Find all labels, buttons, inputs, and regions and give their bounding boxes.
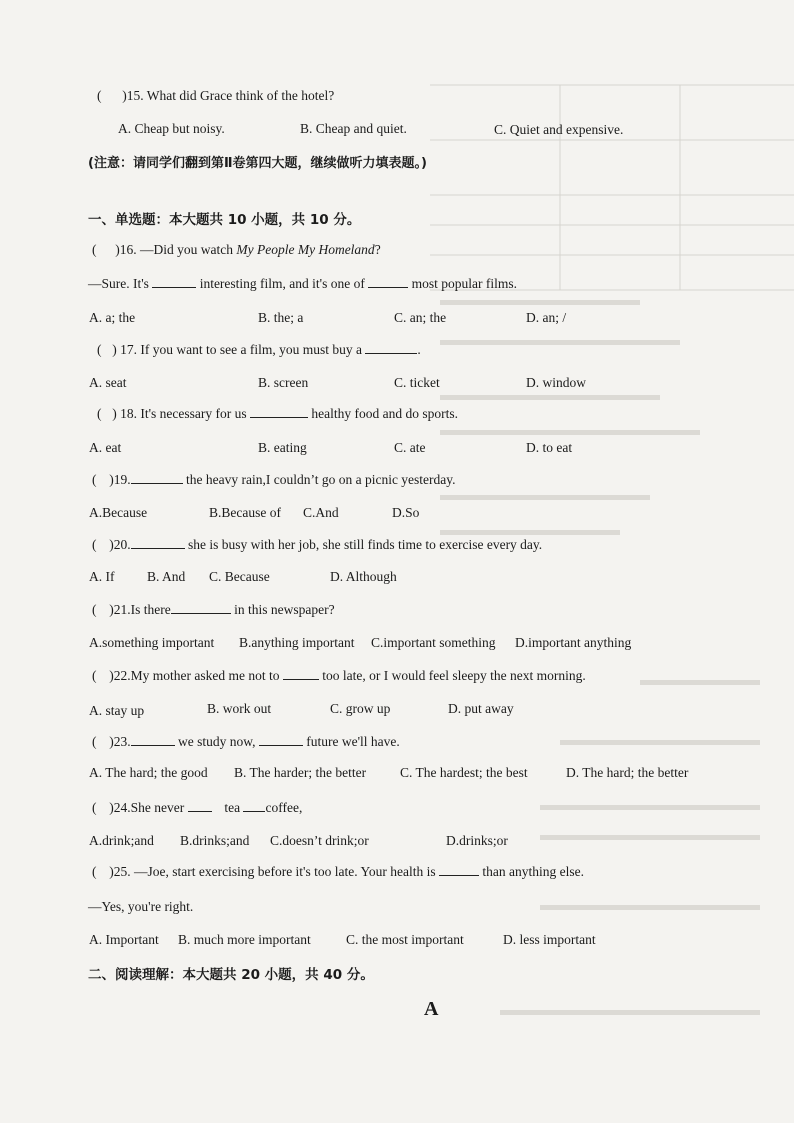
q22-option-c: C. grow up	[330, 701, 391, 716]
instruction-note: (注意：请同学们翻到第Ⅱ卷第四大题，继续做听力填表题。)	[88, 156, 427, 171]
question-15-stem	[97, 88, 334, 104]
section-2-heading: 二、阅读理解：本大题共 20 小题，共 40 分。	[88, 967, 374, 983]
question-16-text: )16. —Did you watch	[115, 242, 237, 257]
q24-option-a: A.drink;and	[89, 833, 154, 848]
q20-option-b: B. And	[147, 569, 186, 584]
q20-end: she is busy with her job, she still finds time to exercise every day.	[188, 537, 543, 552]
q25-option-c: C. the most important	[346, 932, 464, 947]
section-1-heading: 一、单选题：本大题共 10 小题，共 10 分。	[88, 212, 361, 228]
q19-option-c: C.And	[303, 505, 339, 520]
question-24-stem	[92, 800, 302, 816]
q17-option-b: B. screen	[258, 375, 309, 390]
q16-option-a: A. a; the	[89, 310, 136, 325]
answer-paren: (	[92, 734, 97, 749]
q16-text-b: interesting film, and it's one of	[199, 276, 365, 291]
answer-paren: (	[97, 406, 102, 421]
q16-option-d: D. an; /	[526, 310, 567, 325]
fill-blank	[259, 734, 303, 746]
question-15-text: )15. What did Grace think of the hotel?	[122, 88, 335, 103]
passage-label: A	[424, 998, 439, 1020]
q18-end: healthy food and do sports.	[311, 406, 459, 421]
q17-end: .	[417, 342, 421, 357]
q22-option-b: B. work out	[207, 701, 272, 716]
q18-option-c: C. ate	[394, 440, 426, 455]
q19-option-b: B.Because of	[209, 505, 281, 520]
fill-blank	[131, 472, 183, 484]
question-21-text: )21.Is there	[109, 602, 171, 617]
q24-option-b: B.drinks;and	[180, 833, 250, 848]
fill-blank	[368, 276, 408, 288]
question-22-stem	[92, 668, 586, 684]
q21-option-c: C.important something	[371, 635, 496, 650]
q22-end: too late, or I would feel sleepy the next morning.	[322, 668, 586, 683]
question-22-text: )22.My mother asked me not to	[109, 668, 280, 683]
question-17-stem	[97, 342, 421, 358]
q22-option-d: D. put away	[448, 701, 514, 716]
q16-option-b: B. the; a	[258, 310, 304, 325]
question-21-stem	[92, 602, 335, 618]
question-20-stem	[92, 537, 542, 553]
question-19-stem	[92, 472, 456, 488]
q25-option-a: A. Important	[89, 932, 159, 947]
question-17-text: ) 17. If you want to see a film, you must buy a	[112, 342, 362, 357]
q15-option-c: C. Quiet and expensive.	[494, 122, 624, 137]
question-23-stem	[92, 734, 400, 750]
q18-option-b: B. eating	[258, 440, 307, 455]
answer-paren: (	[92, 864, 97, 879]
q16-option-c: C. an; the	[394, 310, 447, 325]
q15-option-a: A. Cheap but noisy.	[118, 121, 225, 136]
q21-option-d: D.important anything	[515, 635, 632, 650]
q15-option-b: B. Cheap and quiet.	[300, 121, 407, 136]
q24-option-d: D.drinks;or	[446, 833, 508, 848]
question-25-stem	[92, 864, 584, 880]
fill-blank	[188, 800, 212, 812]
q18-option-a: A. eat	[89, 440, 122, 455]
q16-text-a: —Sure. It's	[88, 276, 149, 291]
answer-paren: (	[92, 668, 97, 683]
q24-end: coffee,	[265, 800, 303, 815]
q20-option-c: C. Because	[209, 569, 270, 584]
answer-paren: (	[92, 800, 97, 815]
q25-option-b: B. much more important	[178, 932, 311, 947]
q22-option-a: A. stay up	[89, 703, 145, 718]
question-18-text: ) 18. It's necessary for us	[112, 406, 247, 421]
answer-paren: (	[97, 88, 102, 103]
q25-end: than anything else.	[482, 864, 584, 879]
fill-blank	[171, 602, 231, 614]
q25-reply: —Yes, you're right.	[88, 899, 194, 914]
q23-option-b: B. The harder; the better	[234, 765, 367, 780]
fill-blank	[283, 668, 319, 680]
q20-option-d: D. Although	[330, 569, 397, 584]
q23-end: future we'll have.	[306, 734, 400, 749]
q23-mid: we study now,	[178, 734, 256, 749]
question-16-line2	[88, 276, 517, 292]
answer-paren: (	[92, 242, 97, 257]
q17-option-d: D. window	[526, 375, 586, 390]
q23-option-a: A. The hard; the good	[89, 765, 208, 780]
q23-option-d: D. The hard; the better	[566, 765, 689, 780]
q21-end: in this newspaper?	[234, 602, 335, 617]
q21-option-b: B.anything important	[239, 635, 355, 650]
q19-option-d: D.So	[392, 505, 420, 520]
q19-end: the heavy rain,I couldn’t go on a picnic yesterday.	[186, 472, 456, 487]
answer-paren: (	[92, 537, 97, 552]
question-16-stem	[92, 242, 381, 258]
question-25-text: )25. —Joe, start exercising before it's too late. Your health is	[109, 864, 436, 879]
q17-option-a: A. seat	[89, 375, 127, 390]
fill-blank	[439, 864, 479, 876]
question-23-text: )23.	[109, 734, 131, 749]
fill-blank	[243, 800, 265, 812]
q25-option-d: D. less important	[503, 932, 596, 947]
question-mark: ?	[374, 242, 381, 257]
answer-paren: (	[92, 472, 97, 487]
fill-blank	[250, 406, 308, 418]
q17-option-c: C. ticket	[394, 375, 440, 390]
film-title: My People My Homeland	[236, 242, 375, 257]
answer-paren: (	[97, 342, 102, 357]
question-18-stem	[97, 406, 458, 422]
q18-option-d: D. to eat	[526, 440, 573, 455]
fill-blank	[365, 342, 417, 354]
question-24-text: )24.She never	[109, 800, 185, 815]
fill-blank	[152, 276, 196, 288]
question-20-text: )20.	[109, 537, 131, 552]
fill-blank	[131, 537, 185, 549]
q24-option-c: C.doesn’t drink;or	[270, 833, 369, 848]
answer-paren: (	[92, 602, 97, 617]
question-19-text: )19.	[109, 472, 131, 487]
q19-option-a: A.Because	[89, 505, 148, 520]
q16-text-c: most popular films.	[411, 276, 517, 291]
fill-blank	[131, 734, 175, 746]
q21-option-a: A.something important	[89, 635, 215, 650]
q20-option-a: A. If	[89, 569, 115, 584]
q24-mid: tea	[224, 800, 241, 815]
q23-option-c: C. The hardest; the best	[400, 765, 528, 780]
